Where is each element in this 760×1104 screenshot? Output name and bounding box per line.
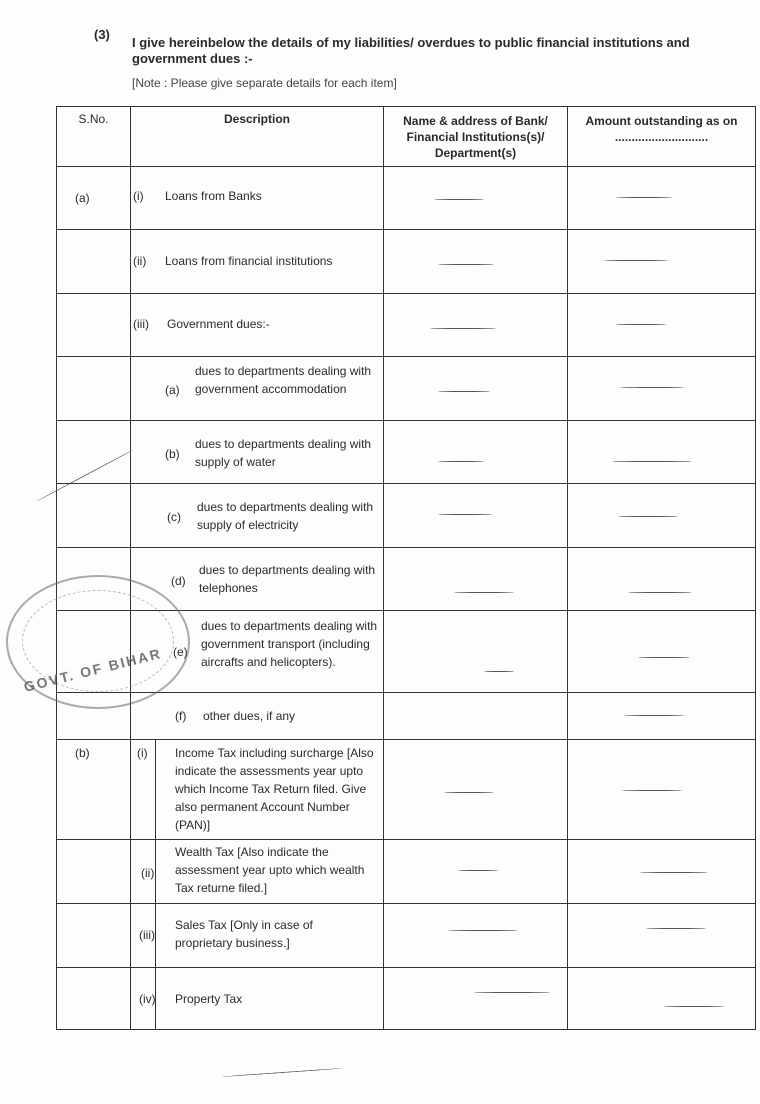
- section-number: (3): [94, 27, 110, 42]
- dash-mark: [620, 387, 684, 388]
- bank-cell[interactable]: [384, 167, 568, 230]
- amount-cell[interactable]: [568, 904, 756, 968]
- row-text: other dues, if any: [203, 709, 296, 723]
- sub-num: (f): [175, 709, 187, 723]
- sub-num: (d): [171, 574, 186, 588]
- dash-mark: [616, 197, 672, 198]
- row-num: (iv): [139, 992, 156, 1006]
- amount-cell[interactable]: [568, 693, 756, 740]
- dash-mark: [438, 514, 492, 515]
- row-text: Property Tax: [175, 992, 243, 1006]
- row-text: Income Tax including surcharge [Also indicate the assessments year upto which Income Tax Return filed. Give also permanent Account Number (PAN)]: [175, 746, 374, 832]
- dash-mark: [604, 260, 668, 261]
- row-text: dues to departments dealing with supply of water: [195, 437, 372, 469]
- row-text: dues to departments dealing with government accommodation: [195, 364, 372, 396]
- row-text: dues to departments dealing with supply of electricity: [197, 500, 374, 532]
- row-num: (i): [133, 189, 144, 203]
- group-b-label: (b): [75, 746, 90, 760]
- header-sno: S.No.: [57, 107, 131, 167]
- bank-cell[interactable]: [384, 230, 568, 294]
- stamp-text: GOVT. OF BIHAR: [22, 645, 164, 695]
- dash-mark: [616, 324, 666, 325]
- inner-divider: [155, 904, 156, 967]
- table-row: [57, 294, 756, 357]
- group-a-label: (a): [75, 191, 90, 205]
- bank-cell[interactable]: [384, 421, 568, 484]
- table-row: [57, 484, 756, 548]
- section-note: [Note : Please give separate details for each item]: [132, 76, 397, 90]
- amount-cell[interactable]: [568, 840, 756, 904]
- dash-mark: [448, 930, 518, 931]
- dash-mark: [474, 992, 550, 993]
- row-num: (iii): [139, 928, 155, 942]
- dash-mark: [438, 391, 490, 392]
- table-row: [57, 693, 756, 740]
- amount-cell[interactable]: [568, 968, 756, 1030]
- dash-mark: [622, 790, 682, 791]
- row-text: dues to departments dealing with telephones: [199, 563, 376, 595]
- dash-mark: [438, 461, 484, 462]
- header-amount: Amount outstanding as on ............................: [568, 107, 756, 167]
- liabilities-table: [56, 106, 756, 1030]
- row-num: (iii): [133, 317, 149, 331]
- bank-cell[interactable]: [384, 840, 568, 904]
- bank-cell[interactable]: [384, 357, 568, 421]
- section-intro: I give hereinbelow the details of my liabilities/ overdues to public financial institutions and government dues :-: [132, 35, 690, 66]
- header-bank: Name & address of Bank/ Financial Institutions(s)/ Department(s): [384, 107, 568, 167]
- table-row: [57, 904, 756, 968]
- dash-mark: [612, 461, 692, 462]
- dash-mark: [438, 264, 494, 265]
- amount-cell[interactable]: [568, 357, 756, 421]
- amount-cell[interactable]: [568, 230, 756, 294]
- dash-mark: [664, 1006, 724, 1007]
- amount-cell[interactable]: [568, 484, 756, 548]
- pen-stroke: [222, 1068, 342, 1077]
- table-row: [57, 357, 756, 421]
- table-row: [57, 740, 756, 840]
- inner-divider: [155, 840, 156, 903]
- bank-cell[interactable]: [384, 740, 568, 840]
- dash-mark: [646, 928, 706, 929]
- amount-cell[interactable]: [568, 548, 756, 611]
- inner-divider: [155, 740, 156, 839]
- dash-mark: [434, 199, 484, 200]
- dash-mark: [444, 792, 494, 793]
- bank-cell[interactable]: [384, 693, 568, 740]
- bank-cell[interactable]: [384, 294, 568, 357]
- sub-num: (e): [173, 645, 188, 659]
- dash-mark: [628, 592, 692, 593]
- dash-mark: [458, 870, 498, 871]
- table-row: [57, 968, 756, 1030]
- dash-mark: [640, 872, 708, 873]
- amount-cell[interactable]: [568, 294, 756, 357]
- row-num: (i): [137, 746, 148, 760]
- amount-cell[interactable]: [568, 421, 756, 484]
- table-row: [57, 421, 756, 484]
- row-text: Sales Tax [Only in case of proprietary business.]: [175, 918, 313, 950]
- sub-num: (a): [165, 383, 180, 397]
- dash-mark: [430, 328, 496, 329]
- dash-mark: [638, 657, 690, 658]
- row-text: Government dues:-: [167, 317, 270, 331]
- amount-cell[interactable]: [568, 167, 756, 230]
- bank-cell[interactable]: [384, 548, 568, 611]
- bank-cell[interactable]: [384, 611, 568, 693]
- sub-num: (c): [167, 510, 181, 524]
- dash-mark: [484, 671, 514, 672]
- row-text: dues to departments dealing with government transport (including aircrafts and helicopters).: [201, 619, 378, 669]
- header-description: Description: [131, 107, 384, 167]
- sub-num: (b): [165, 447, 180, 461]
- table-row: [57, 230, 756, 294]
- amount-cell[interactable]: [568, 611, 756, 693]
- bank-cell[interactable]: [384, 904, 568, 968]
- row-text: Loans from Banks: [165, 189, 262, 203]
- bank-cell[interactable]: [384, 484, 568, 548]
- table-header-row: [57, 107, 756, 167]
- table-row: [57, 167, 756, 230]
- table-row: [57, 840, 756, 904]
- row-text: Loans from financial institutions: [165, 254, 333, 268]
- row-text: Wealth Tax [Also indicate the assessment year upto which wealth Tax returne filed.]: [175, 845, 365, 895]
- dash-mark: [618, 516, 678, 517]
- row-num: (ii): [141, 866, 155, 880]
- dash-mark: [454, 592, 514, 593]
- amount-cell[interactable]: [568, 740, 756, 840]
- dash-mark: [624, 715, 684, 716]
- bank-cell[interactable]: [384, 968, 568, 1030]
- row-num: (ii): [133, 254, 147, 268]
